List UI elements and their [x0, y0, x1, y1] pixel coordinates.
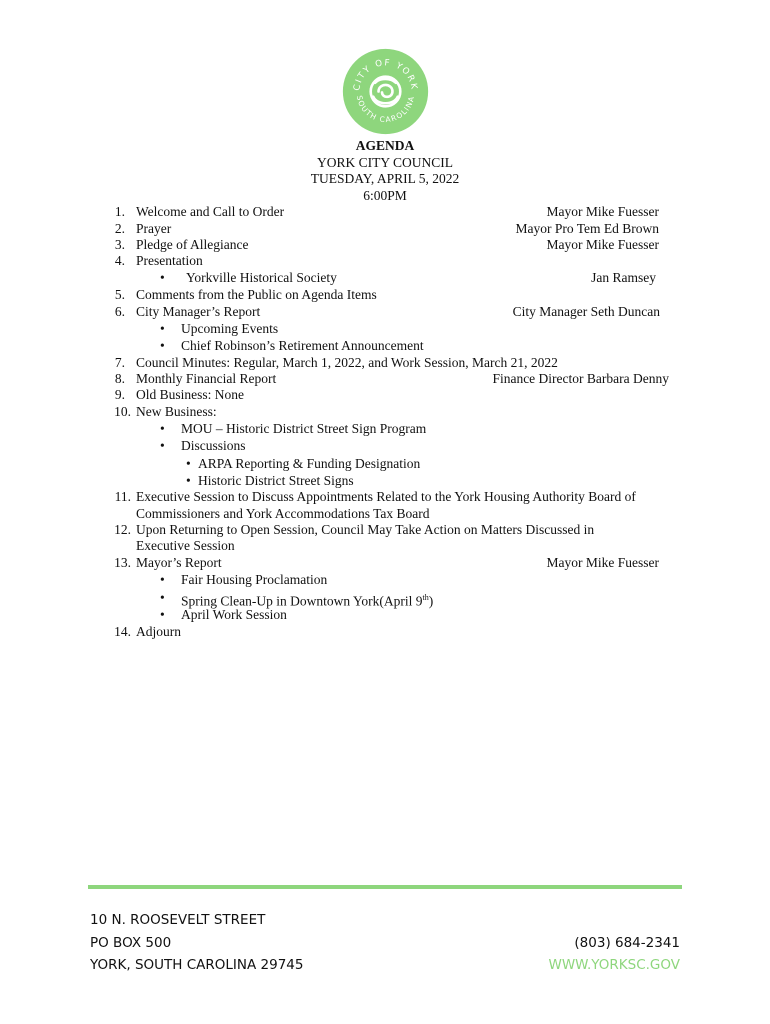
sub-item-text: Upcoming Events: [181, 321, 279, 336]
sub-item-text: April Work Session: [181, 607, 287, 622]
item-presenter: Finance Director Barbara Denny: [492, 371, 669, 386]
bullet-icon: •: [160, 607, 165, 622]
footer-street: 10 N. ROOSEVELT STREET: [90, 912, 266, 928]
sub-item-text: Yorkville Historical Society: [186, 270, 337, 285]
council-name: YORK CITY COUNCIL: [317, 154, 453, 170]
bullet-icon: •: [186, 473, 191, 488]
sub-item-text: MOU – Historic District Street Sign Program: [181, 421, 427, 436]
item-number: 3.: [114, 237, 125, 252]
item-number: 5.: [114, 287, 125, 302]
item-number: 14.: [114, 624, 131, 639]
item-number: 4.: [114, 253, 125, 268]
item-text: City Manager’s Report: [136, 304, 261, 319]
item-number: 12.: [114, 522, 131, 537]
svg-text:CITY OF YORK: CITY OF YORK: [352, 58, 419, 92]
item-presenter: City Manager Seth Duncan: [512, 304, 660, 319]
city-of-york-seal-logo: [342, 48, 429, 135]
sub-item-text: Fair Housing Proclamation: [181, 572, 328, 587]
bullet-icon: •: [160, 572, 165, 587]
item-text: Mayor’s Report: [136, 555, 222, 570]
item-number: 2.: [114, 221, 125, 236]
item-number: 10.: [114, 404, 131, 419]
bullet-icon: •: [160, 321, 165, 336]
item-text: Upon Returning to Open Session, Council May Take Action on Matters Discussed in: [136, 522, 595, 537]
footer-website-link[interactable]: WWW.YORKSC.GOV: [548, 957, 680, 973]
item-text-continued: Executive Session: [136, 538, 235, 553]
item-number: 8.: [114, 371, 125, 386]
item-number: 9.: [114, 387, 125, 402]
footer-phone: (803) 684-2341: [574, 935, 680, 951]
item-text: New Business:: [136, 404, 217, 419]
item-number: 11.: [114, 489, 131, 504]
item-presenter: Mayor Mike Fuesser: [546, 237, 659, 252]
item-text: Prayer: [136, 221, 172, 236]
footer-divider: [88, 885, 682, 889]
item-presenter: Mayor Pro Tem Ed Brown: [515, 221, 659, 236]
sub-item-text: Chief Robinson’s Retirement Announcement: [181, 338, 424, 353]
bullet-icon: •: [160, 338, 165, 353]
item-text: Welcome and Call to Order: [136, 204, 285, 219]
sub-item-presenter: Jan Ramsey: [591, 270, 656, 285]
item-number: 1.: [114, 204, 125, 219]
item-number: 13.: [114, 555, 131, 570]
bullet-icon: •: [160, 421, 165, 436]
item-text: Comments from the Public on Agenda Items: [136, 287, 377, 302]
svg-text:SOUTH CAROLINA: SOUTH CAROLINA: [354, 94, 417, 125]
item-text: Council Minutes: Regular, March 1, 2022, and Work Session, March 21, 2022: [136, 355, 558, 370]
bullet-icon: •: [160, 438, 165, 453]
item-text: Monthly Financial Report: [136, 371, 277, 386]
item-number: 7.: [114, 355, 125, 370]
meeting-date: TUESDAY, APRIL 5, 2022: [310, 171, 460, 186]
footer-po-box: PO BOX 500: [90, 935, 172, 951]
item-text: Adjourn: [136, 624, 181, 639]
bullet-icon: •: [160, 270, 165, 285]
item-text: Old Business: None: [136, 387, 244, 402]
item-text: Presentation: [136, 253, 203, 268]
agenda-header: [0, 138, 770, 204]
sub-sub-item-text: Historic District Street Signs: [198, 473, 354, 488]
item-number: 6.: [114, 304, 125, 319]
meeting-time: 6:00PM: [363, 187, 407, 203]
bullet-icon: •: [186, 456, 191, 471]
sub-item-text: Spring Clean-Up in Downtown York(April 9th): [181, 593, 434, 609]
footer-city: YORK, SOUTH CAROLINA 29745: [90, 957, 304, 973]
sub-item-text: Discussions: [181, 438, 246, 453]
agenda-title: AGENDA: [355, 138, 415, 153]
item-text: Executive Session to Discuss Appointments Related to the York Housing Authority Board of: [136, 489, 636, 504]
item-presenter: Mayor Mike Fuesser: [546, 204, 659, 219]
bullet-icon: •: [160, 590, 165, 605]
item-text-continued: Commissioners and York Accommodations Tax Board: [136, 506, 430, 521]
item-text: Pledge of Allegiance: [136, 237, 249, 252]
sub-sub-item-text: ARPA Reporting & Funding Designation: [198, 456, 421, 471]
item-presenter: Mayor Mike Fuesser: [546, 555, 659, 570]
